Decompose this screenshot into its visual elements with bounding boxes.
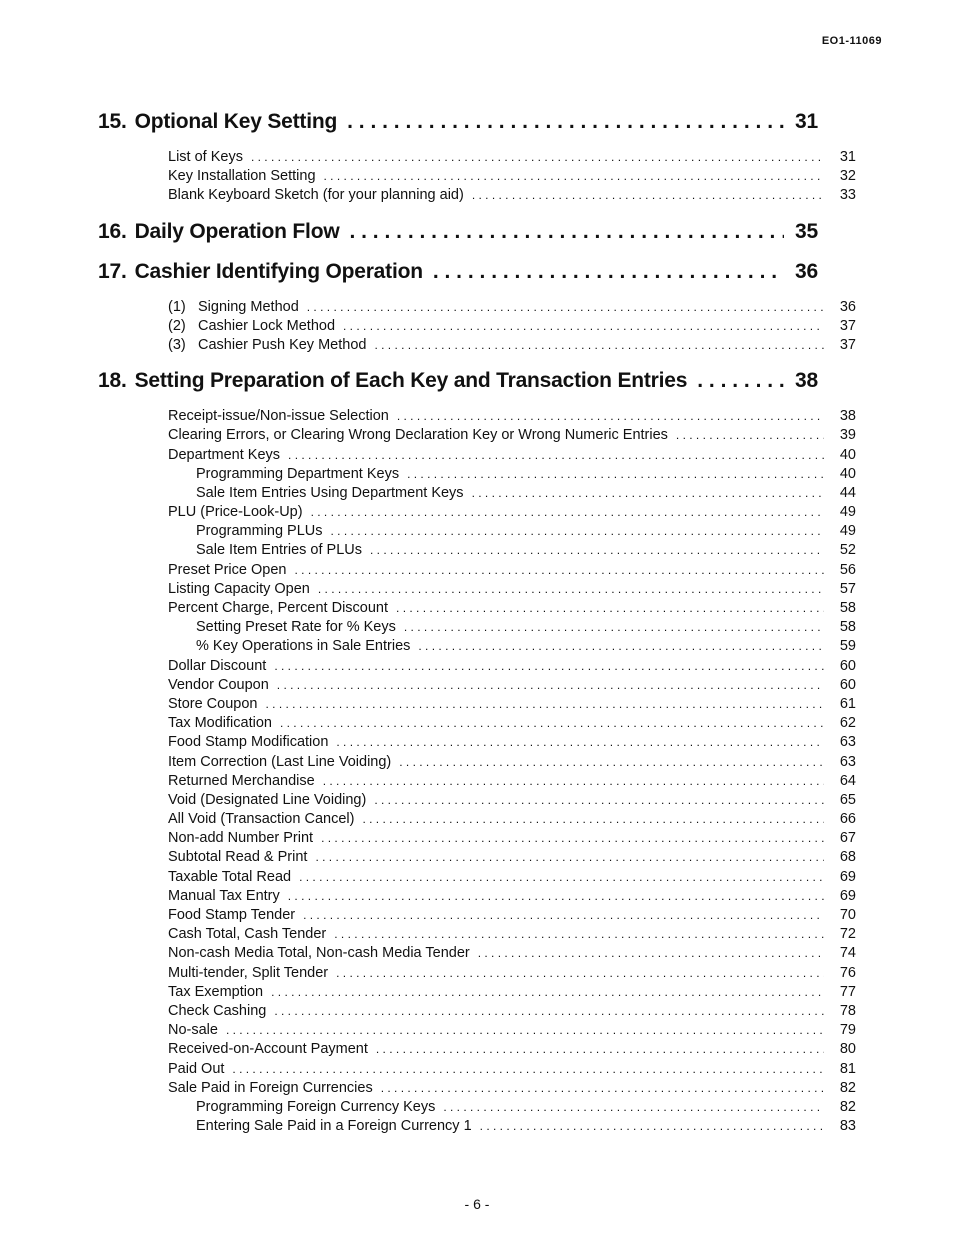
toc-entry [168,848,856,867]
section-title: Daily Operation Flow [134,219,340,243]
dot-leader [274,657,824,676]
toc-entry [168,465,856,484]
toc-entry-page: 44 [839,484,856,501]
toc-entry-page: 76 [839,964,856,981]
toc-entry [168,906,856,925]
toc-entry [168,772,856,791]
toc-entry-label: Tax Modification [168,715,272,732]
toc-entry-label: Signing Method [198,298,299,315]
section-17 [98,259,856,356]
toc-entry-label: Sale Item Entries Using Department Keys [196,484,464,501]
toc-entry-label: Department Keys [168,446,281,463]
dot-leader [232,1060,824,1079]
toc-entry [168,868,856,887]
section-heading [98,369,818,399]
toc-entry [168,484,856,503]
section-18 [98,369,856,1136]
toc-entry [168,298,856,317]
toc-entry-page: 72 [839,926,856,943]
dot-leader [443,1098,824,1117]
toc-entry-page: 31 [839,149,856,165]
toc-entry [168,887,856,906]
toc-entry-label: Clearing Errors, or Clearing Wrong Declaration Key or Wrong Numeric Entries [168,427,668,444]
toc-entry [168,407,856,426]
dot-leader [347,110,784,134]
toc-entry-label: Void (Designated Line Voiding) [168,791,367,808]
toc-entry-page: 39 [839,427,856,444]
dot-leader [271,983,824,1002]
toc-entry [168,753,856,772]
section-page: 36 [795,259,818,283]
toc-entry [168,1098,856,1117]
toc-entry [168,541,856,560]
dot-leader [280,714,824,733]
toc-entry-label: Received-on-Account Payment [168,1041,368,1058]
section-title: Setting Preparation of Each Key and Transaction Entries [134,369,688,393]
toc-entry-page: 37 [839,336,856,353]
toc-entry-page: 70 [839,907,856,923]
toc-entry-label: Sale Paid in Foreign Currencies [168,1079,373,1096]
toc-entry-page: 59 [839,638,856,655]
section-title: Cashier Identifying Operation [134,259,423,283]
section-heading [98,260,818,290]
dot-leader [396,599,824,618]
dot-leader [472,186,824,205]
toc-entry-page: 37 [839,317,856,334]
toc-entry-label: Tax Exemption [168,983,264,1000]
dot-leader [362,810,824,829]
dot-leader [404,618,824,637]
dot-leader [334,925,824,944]
toc-entry [168,580,856,599]
toc-entry-page: 81 [839,1060,856,1077]
toc-entry-label: % Key Operations in Sale Entries [196,638,411,655]
toc-entry [168,446,856,465]
toc-entry-page: 77 [839,983,856,1000]
toc-entry-label: Multi-tender, Split Tender [168,964,329,981]
toc-entry [168,714,856,733]
dot-leader [265,695,824,714]
toc-entry-label: Key Installation Setting [168,168,316,185]
toc-entry-page: 38 [839,408,856,425]
dot-leader [299,868,824,887]
toc-entry-page: 40 [839,465,856,482]
toc-entry-page: 74 [839,945,856,962]
section-page: 35 [795,219,818,243]
toc-entry [168,186,856,205]
dot-leader [480,1117,824,1136]
page-number-footer: - 6 - [464,1196,490,1212]
toc-entry [168,336,856,355]
dot-leader [277,676,824,695]
dot-leader [370,541,824,560]
section-items [168,407,856,1136]
dot-leader [226,1021,824,1040]
toc-entry-label: Sale Item Entries of PLUs [196,542,363,559]
toc-entry [168,657,856,676]
toc-entry-label: Percent Charge, Percent Discount [168,600,389,616]
toc-entry [168,1002,856,1021]
section-15 [98,110,856,206]
toc-entry-page: 63 [839,734,856,751]
toc-entry-label: Cashier Push Key Method [198,336,367,353]
toc-entry-page: 62 [839,715,856,732]
toc-entry-label: Programming Foreign Currency Keys [196,1098,436,1115]
toc-entry-page: 52 [839,542,856,559]
toc-entry [168,791,856,810]
toc-entry-page: 66 [839,811,856,828]
section-number: 18. [98,369,127,393]
dot-leader [381,1079,824,1098]
toc-entry [168,1040,856,1059]
toc-entry-page: 82 [839,1098,856,1115]
toc-entry [168,964,856,983]
toc-entry-page: 69 [839,868,856,885]
toc-entry-label: Non-cash Media Total, Non-cash Media Tender [168,945,470,962]
dot-leader [676,426,824,445]
toc-entry-label: Food Stamp Modification [168,734,329,751]
dot-leader [318,580,824,599]
dot-leader [374,791,824,810]
dot-leader [323,772,824,791]
toc-entry-prefix: (2) [168,317,186,334]
dot-leader [697,369,784,393]
toc-entry [168,1021,856,1040]
toc-entry [168,676,856,695]
toc-entry-label: Listing Capacity Open [168,580,310,597]
toc-entry-label: Store Coupon [168,695,258,712]
toc-entry-label: Subtotal Read & Print [168,849,308,866]
dot-leader [294,561,824,580]
toc-entry-page: 78 [839,1002,856,1019]
toc-entry [168,167,856,186]
toc-entry-label: Receipt-issue/Non-issue Selection [168,408,389,425]
toc-entry-page: 33 [839,187,856,204]
toc-entry-page: 80 [839,1041,856,1058]
dot-leader [324,167,824,186]
toc-entry [168,733,856,752]
section-number: 17. [98,259,127,283]
toc-entry-page: 57 [839,580,856,597]
toc-entry-page: 79 [839,1022,856,1039]
toc-entry-page: 49 [839,523,856,540]
toc-entry [168,599,856,618]
toc-entry-page: 60 [839,676,856,693]
toc-entry-page: 65 [839,791,856,808]
toc-entry-page: 56 [839,561,856,578]
toc-entry [168,317,856,336]
toc-entry [168,925,856,944]
toc-entry-label: No-sale [168,1022,218,1039]
toc-entry-page: 83 [839,1118,856,1135]
toc-entry-label: Taxable Total Read [168,868,292,885]
toc-entry-prefix: (3) [168,336,186,353]
section-page: 31 [795,110,818,133]
dot-leader [307,298,824,317]
dot-leader [274,1002,824,1021]
section-16 [98,220,818,250]
section-number: 16. [98,219,127,243]
section-heading [98,220,818,250]
dot-leader [407,465,824,484]
toc-entry-page: 60 [839,657,856,674]
table-of-contents [98,110,856,1150]
toc-entry-page: 82 [839,1079,856,1096]
dot-leader [288,446,824,465]
toc-entry-page: 64 [839,772,856,789]
toc-entry-page: 32 [839,168,856,185]
dot-leader [288,887,824,906]
toc-entry-label: Cash Total, Cash Tender [168,926,327,943]
toc-entry-label: Preset Price Open [168,561,287,578]
toc-entry [168,148,856,167]
toc-entry [168,426,856,445]
section-items [168,148,856,206]
dot-leader [336,733,824,752]
toc-entry [168,829,856,848]
toc-entry [168,810,856,829]
dot-leader [374,336,824,355]
toc-entry-label: Dollar Discount [168,657,267,674]
toc-entry [168,1079,856,1098]
toc-entry [168,503,856,522]
toc-entry-label: Entering Sale Paid in a Foreign Currency 1 [196,1118,472,1135]
toc-entry-label: Blank Keyboard Sketch (for your planning aid) [168,187,464,204]
toc-entry-page: 58 [839,619,856,636]
toc-entry-label: All Void (Transaction Cancel) [168,811,355,828]
toc-entry [168,522,856,541]
toc-entry [168,618,856,637]
toc-entry-label: Non-add Number Print [168,830,314,847]
section-items [168,298,856,356]
toc-entry [168,1060,856,1079]
section-title: Optional Key Setting [134,110,338,133]
toc-entry-label: PLU (Price-Look-Up) [168,504,303,521]
dot-leader [343,317,824,336]
toc-entry-label: Manual Tax Entry [168,887,280,904]
toc-entry-label: Returned Merchandise [168,772,315,789]
toc-entry-label: Cashier Lock Method [198,317,336,334]
toc-entry-page: 67 [839,830,856,847]
toc-entry [168,637,856,656]
dot-leader [336,964,824,983]
dot-leader [418,637,824,656]
dot-leader [349,220,784,244]
section-page: 38 [795,369,818,393]
dot-leader [311,503,824,522]
dot-leader [315,848,824,867]
toc-entry-page: 68 [839,849,856,866]
dot-leader [303,906,824,925]
dot-leader [251,148,824,167]
toc-entry [168,944,856,963]
section-heading [98,110,818,140]
document-id: EO1-11069 [821,35,882,47]
toc-entry-page: 36 [839,298,856,315]
dot-leader [397,407,824,426]
toc-entry-prefix: (1) [168,298,186,315]
toc-entry [168,695,856,714]
toc-entry-label: Food Stamp Tender [168,907,296,923]
toc-entry [168,561,856,580]
toc-entry-label: List of Keys [168,149,243,165]
toc-entry-label: Programming Department Keys [196,465,400,482]
dot-leader [376,1040,824,1059]
dot-leader [433,260,784,284]
toc-entry [168,1117,856,1136]
toc-entry-page: 63 [839,753,856,770]
toc-entry-page: 61 [839,695,856,712]
toc-entry-label: Vendor Coupon [168,676,269,693]
toc-entry-page: 49 [839,504,856,521]
toc-entry-label: Programming PLUs [196,523,323,540]
toc-entry-page: 58 [839,600,856,616]
toc-entry [168,983,856,1002]
dot-leader [472,484,824,503]
toc-entry-label: Paid Out [168,1060,225,1077]
section-number: 15. [98,110,127,133]
toc-entry-page: 69 [839,887,856,904]
dot-leader [478,944,824,963]
toc-entry-page: 40 [839,446,856,463]
dot-leader [321,829,824,848]
dot-leader [399,753,824,772]
toc-entry-label: Check Cashing [168,1002,267,1019]
dot-leader [331,522,824,541]
toc-entry-label: Item Correction (Last Line Voiding) [168,753,392,770]
toc-entry-label: Setting Preset Rate for % Keys [196,619,396,636]
